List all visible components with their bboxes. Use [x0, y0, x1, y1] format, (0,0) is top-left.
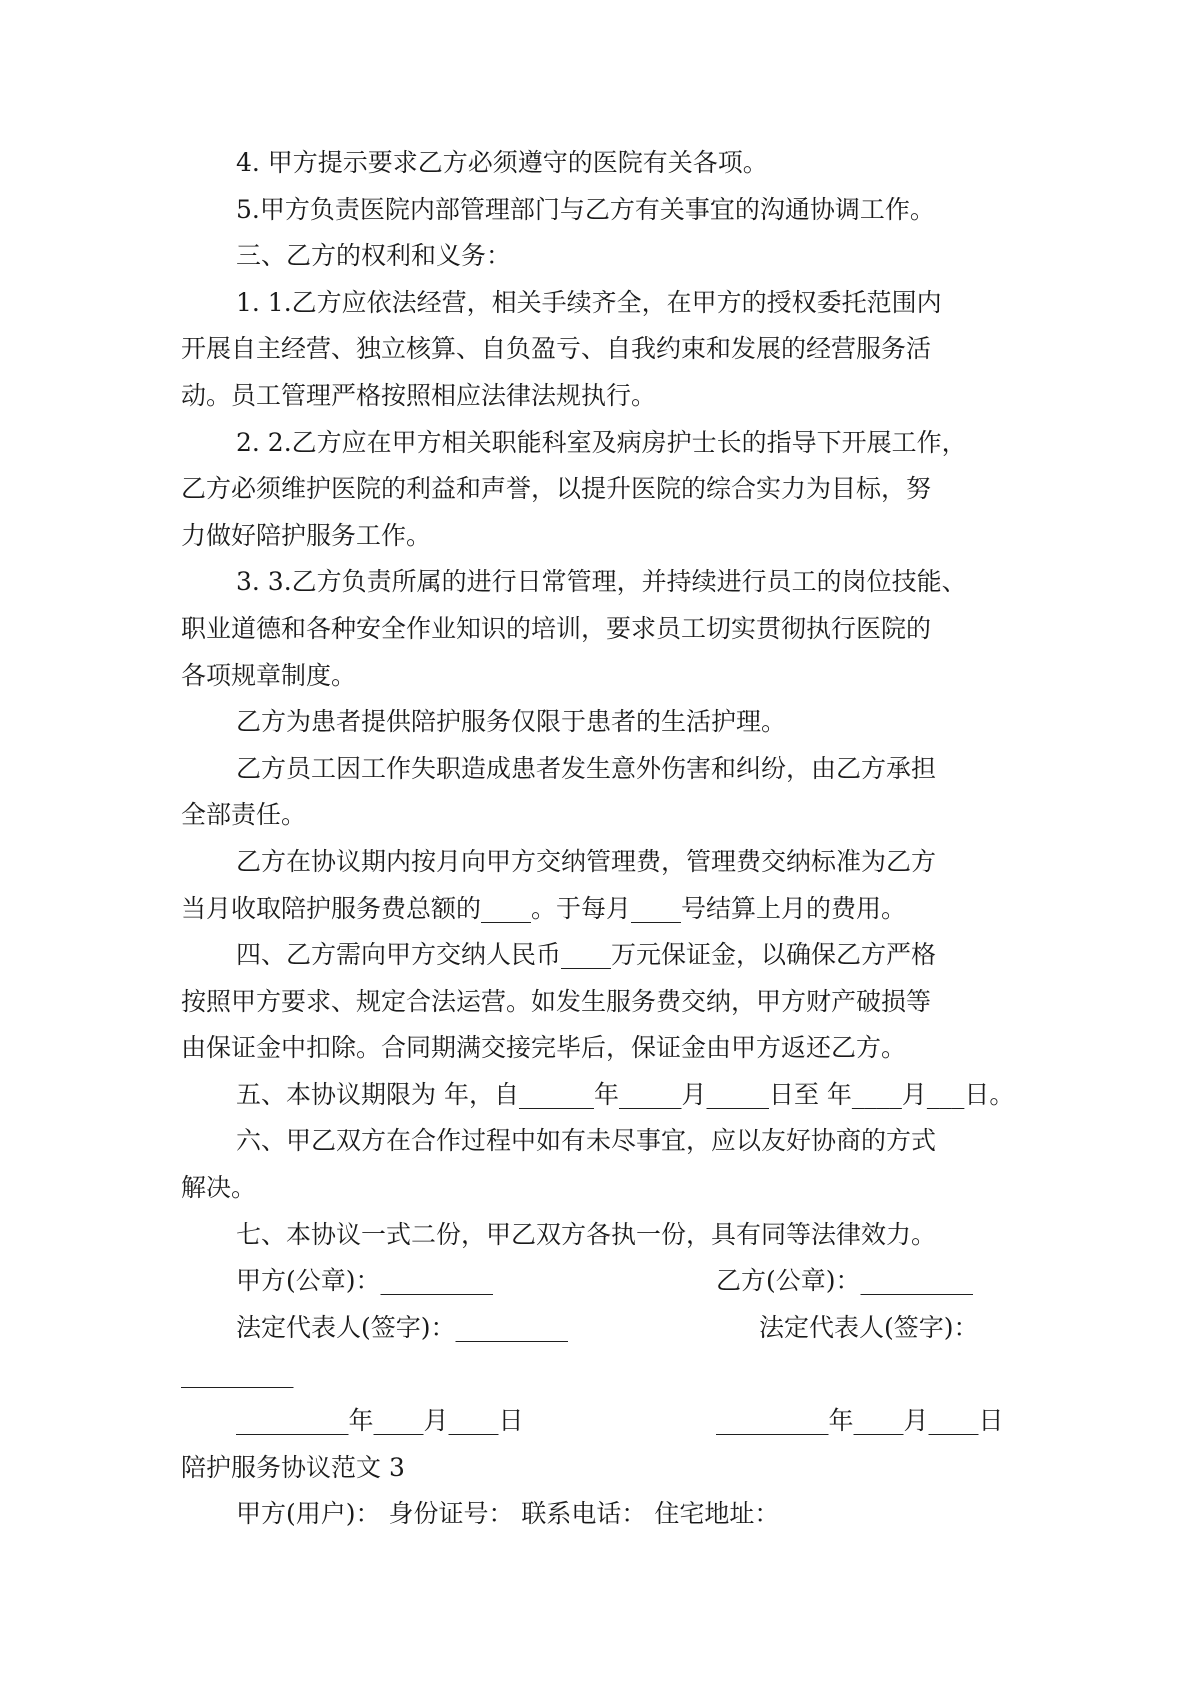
paragraph: 力做好陪护服务工作。 [181, 520, 432, 550]
party-b-date: _________年____月____日 [716, 1406, 1004, 1436]
paragraph: 七、本协议一式二份，甲乙双方各执一份，具有同等法律效力。 [236, 1219, 937, 1249]
paragraph: 四、乙方需向甲方交纳人民币____万元保证金，以确保乙方严格 [236, 940, 937, 970]
section-heading: 三、乙方的权利和义务： [236, 241, 512, 271]
paragraph: 职业道德和各种安全作业知识的培训，要求员工切实贯彻执行医院的 [181, 613, 932, 643]
paragraph: 动。员工管理严格按照相应法律法规执行。 [181, 380, 657, 410]
paragraph: 各项规章制度。 [181, 660, 357, 690]
paragraph: 当月收取陪护服务费总额的____。于每月____号结算上月的费用。 [181, 893, 907, 923]
next-agreement-first-line: 甲方(用户)： 身份证号： 联系电话： 住宅地址： [236, 1499, 780, 1529]
next-agreement-title: 陪护服务协议范文 3 [181, 1452, 405, 1482]
party-b-seal: 乙方(公章)：_________ [716, 1266, 974, 1296]
party-a-representative: 法定代表人(签字)：_________ [236, 1312, 569, 1342]
paragraph: 解决。 [181, 1173, 257, 1203]
paragraph: 乙方必须维护医院的利益和声誉，以提升医院的综合实力为目标，努 [181, 474, 932, 504]
paragraph: 开展自主经营、独立核算、自负盈亏、自我约束和发展的经营服务活 [181, 334, 932, 364]
signature-date-row [181, 1398, 1011, 1445]
paragraph: 4. 甲方提示要求乙方必须遵守的医院有关各项。 [236, 148, 768, 177]
paragraph: 五、本协议期限为 年，自______年_____月_____日至 年____月___日。 [236, 1079, 1015, 1109]
party-b-representative: 法定代表人(签字)： [759, 1312, 979, 1342]
signature-seal-row [181, 1258, 1011, 1305]
paragraph: 乙方员工因工作失职造成患者发生意外伤害和纠纷，由乙方承担 [236, 753, 937, 783]
paragraph: 全部责任。 [181, 800, 307, 830]
paragraph: 1. 1.乙方应依法经营，相关手续齐全，在甲方的授权委托范围内 [236, 287, 942, 317]
paragraph: 六、甲乙双方在合作过程中如有未尽事宜，应以友好协商的方式 [236, 1126, 937, 1156]
paragraph: 由保证金中扣除。合同期满交接完毕后，保证金由甲方返还乙方。 [181, 1033, 907, 1063]
signature-rep-row [181, 1305, 1011, 1352]
party-a-date: _________年____月____日 [236, 1406, 524, 1436]
paragraph: 2. 2.乙方应在甲方相关职能科室及病房护士长的指导下开展工作， [236, 427, 967, 457]
paragraph: 5.甲方负责医院内部管理部门与乙方有关事宜的沟通协调工作。 [236, 194, 935, 224]
party-a-seal: 甲方(公章)：_________ [236, 1266, 494, 1296]
paragraph: 乙方在协议期内按月向甲方交纳管理费，管理费交纳标准为乙方 [236, 846, 937, 876]
paragraph: 按照甲方要求、规定合法运营。如发生服务费交纳，甲方财产破损等 [181, 986, 932, 1016]
paragraph: 乙方为患者提供陪护服务仅限于患者的生活护理。 [236, 707, 787, 737]
party-b-representative-blank: _________ [181, 1359, 294, 1389]
paragraph: 3. 3.乙方负责所属的进行日常管理，并持续进行员工的岗位技能、 [236, 567, 967, 597]
